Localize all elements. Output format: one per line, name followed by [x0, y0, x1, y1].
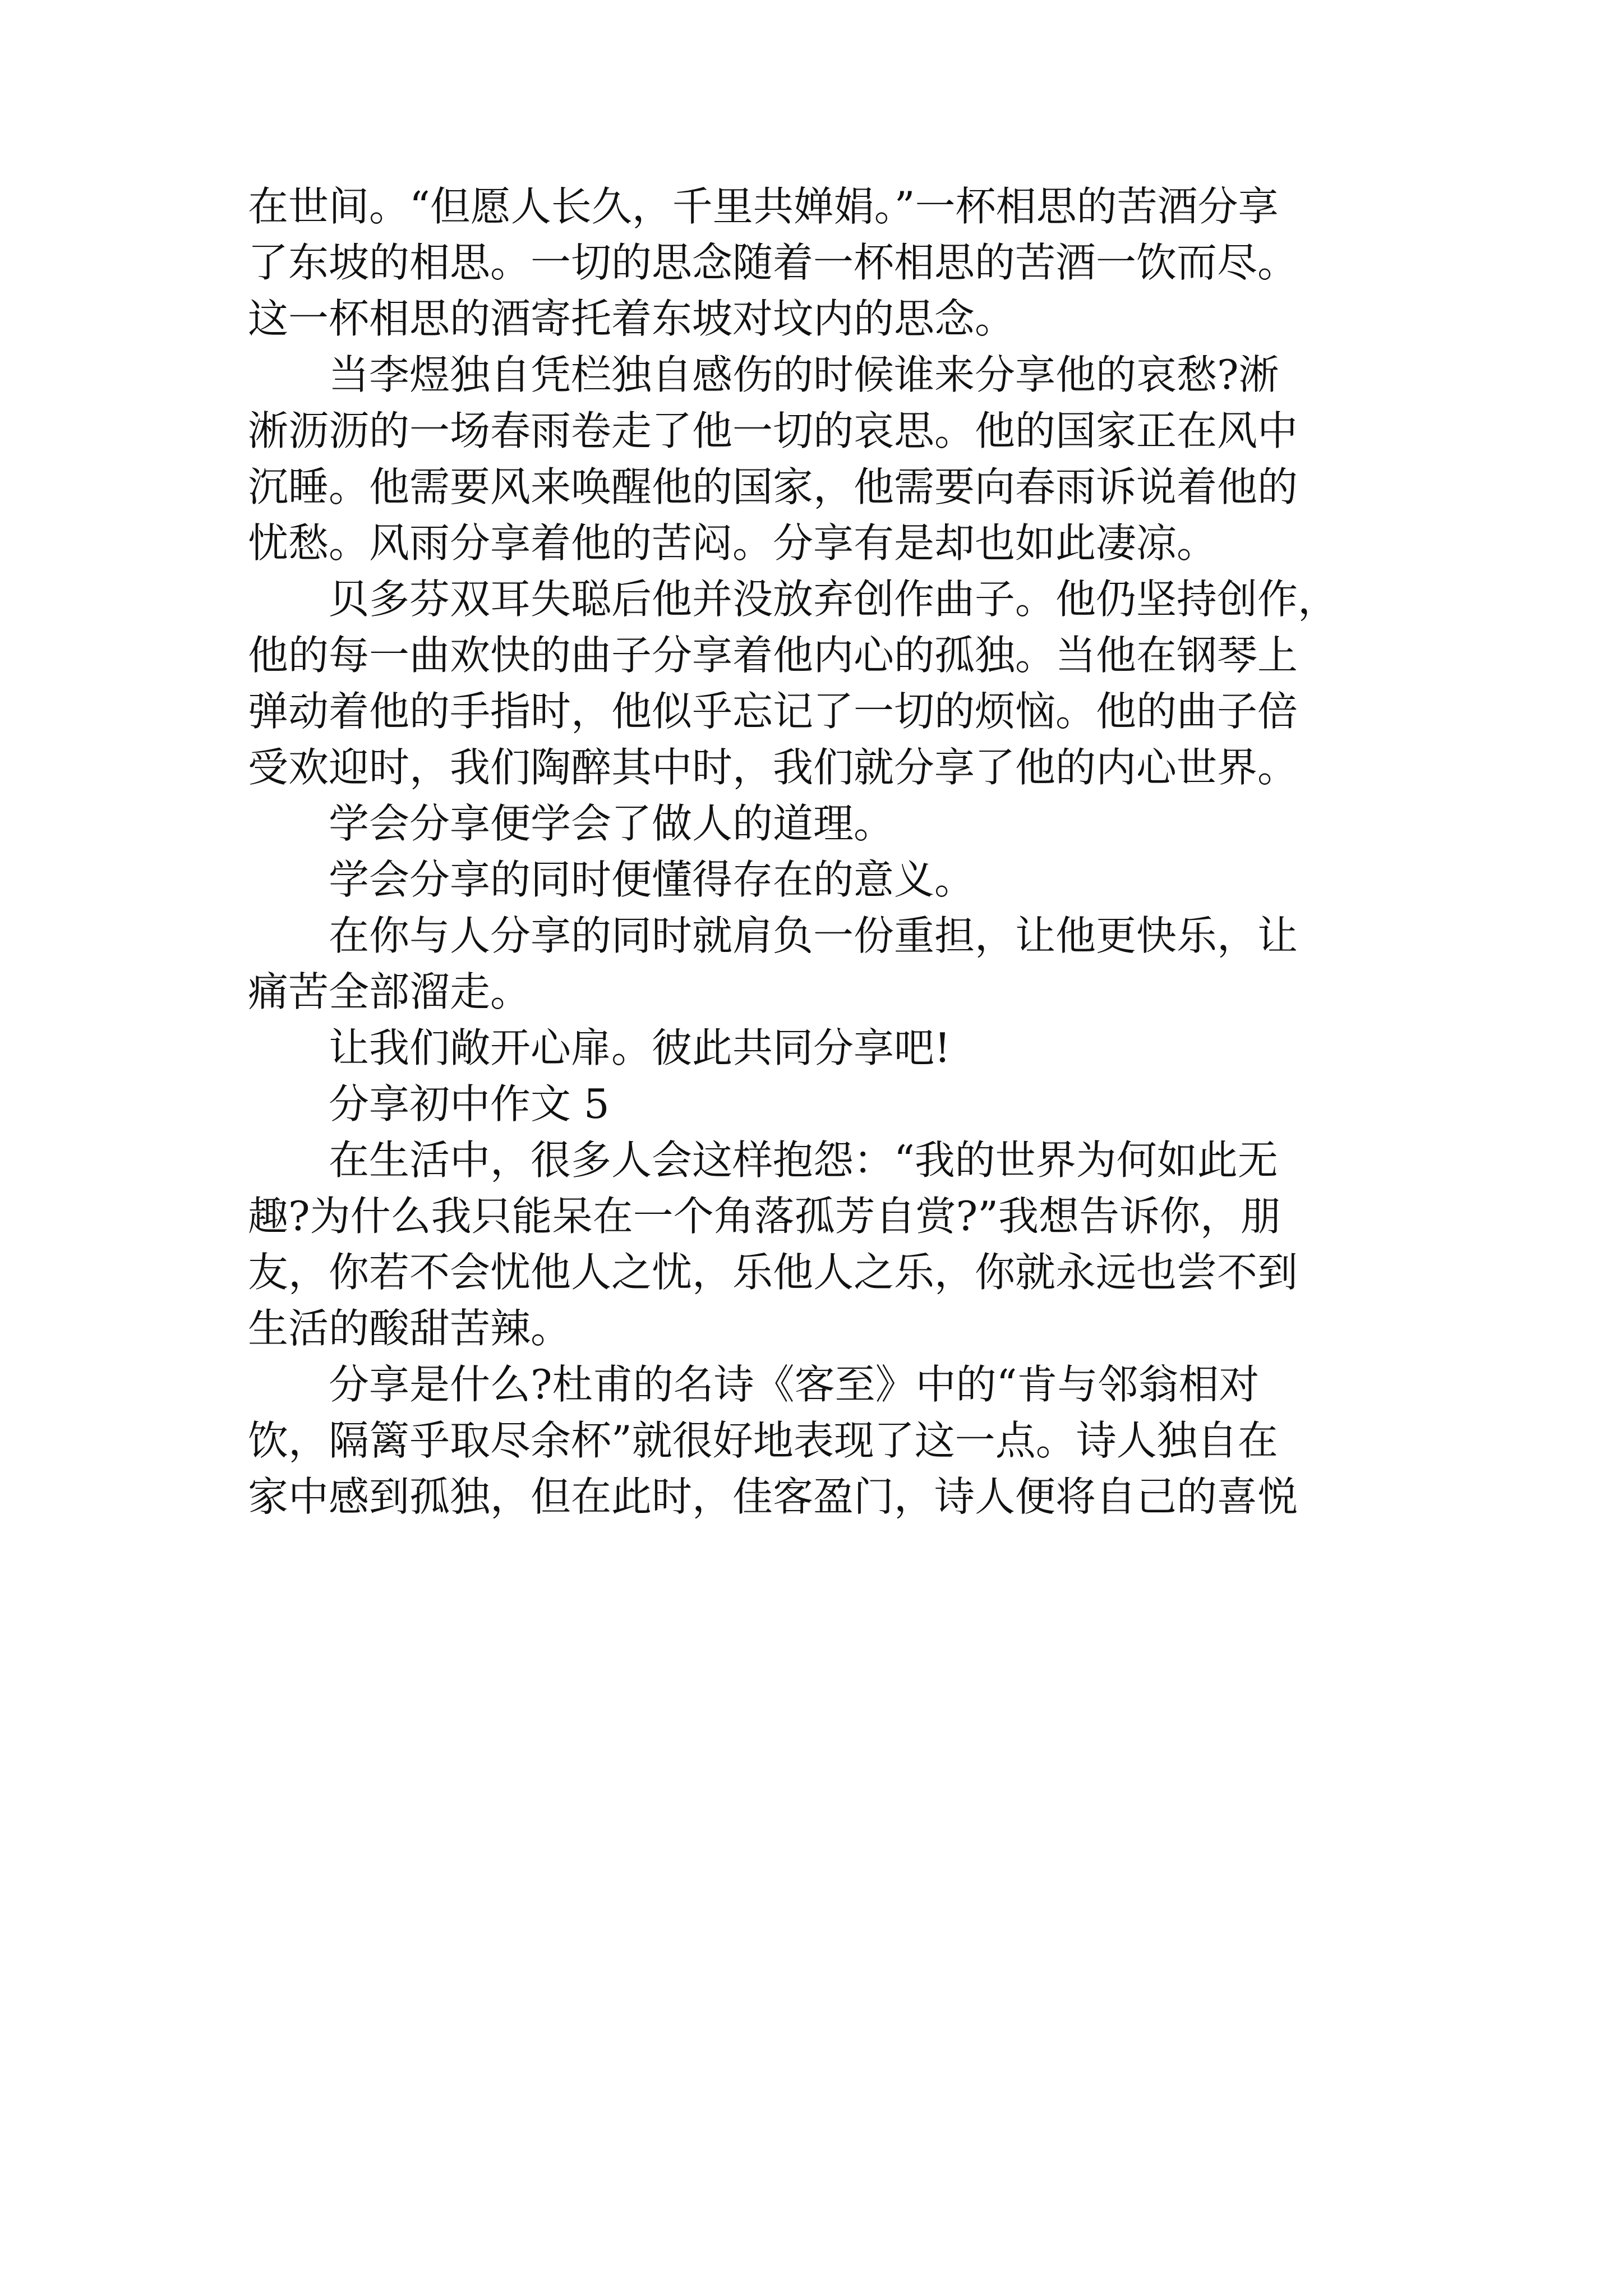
- text-line: 趣?为什么我只能呆在一个角落孤芳自赏?”我想告诉你，朋: [248, 1193, 1281, 1240]
- text-line: 分享是什么?杜甫的名诗《客至》中的“肯与邻翁相对: [248, 1361, 1260, 1408]
- text-line: 让我们敞开心扉。彼此共同分享吧!: [248, 1024, 951, 1071]
- text-line: 生活的酸甜苦辣。: [248, 1305, 571, 1352]
- text-line: 友，你若不会忧他人之忧，乐他人之乐，你就永远也尝不到: [248, 1249, 1298, 1296]
- text-line: 他的每一曲欢快的曲子分享着他内心的孤独。当他在钢琴上: [248, 632, 1298, 679]
- text-line: 饮，隔篱乎取尽余杯”就很好地表现了这一点。诗人独自在: [248, 1417, 1278, 1464]
- text-line: 在世间。“但愿人长久，千里共婵娟。”一杯相思的苦酒分享: [248, 183, 1279, 230]
- text-line: 贝多芬双耳失聪后他并没放弃创作曲子。他仍坚持创作，: [248, 576, 1339, 623]
- text-line: 这一杯相思的酒寄托着东坡对坟内的思念。: [248, 295, 1016, 342]
- text-line: 忧愁。风雨分享着他的苦闷。分享有是却也如此凄凉。: [248, 519, 1218, 567]
- text-line: 家中感到孤独，但在此时，佳客盈门，诗人便将自己的喜悦: [248, 1473, 1298, 1520]
- document-body: [248, 178, 1403, 1525]
- text-line: 了东坡的相思。一切的思念随着一杯相思的苦酒一饮而尽。: [248, 239, 1298, 286]
- text-line: 学会分享便学会了做人的道理。: [248, 800, 895, 847]
- text-line: 沉睡。他需要风来唤醒他的国家，他需要向春雨诉说着他的: [248, 463, 1298, 510]
- text-line: 在生活中，很多人会这样抱怨：“我的世界为何如此无: [248, 1137, 1278, 1184]
- text-line: 当李煜独自凭栏独自感伤的时候谁来分享他的哀愁?淅: [248, 351, 1279, 398]
- text-line: 淅沥沥的一场春雨卷走了他一切的哀思。他的国家正在风中: [248, 407, 1298, 454]
- section-heading: 分享初中作文 5: [248, 1080, 610, 1128]
- text-line: 痛苦全部溜走。: [248, 968, 531, 1015]
- text-line: 受欢迎时，我们陶醉其中时，我们就分享了他的内心世界。: [248, 744, 1298, 791]
- text-line: 弹动着他的手指时，他似乎忘记了一切的烦恼。他的曲子倍: [248, 688, 1298, 735]
- text-line: 在你与人分享的同时就肩负一份重担，让他更快乐，让: [248, 912, 1298, 959]
- text-line: 学会分享的同时便懂得存在的意义。: [248, 856, 975, 903]
